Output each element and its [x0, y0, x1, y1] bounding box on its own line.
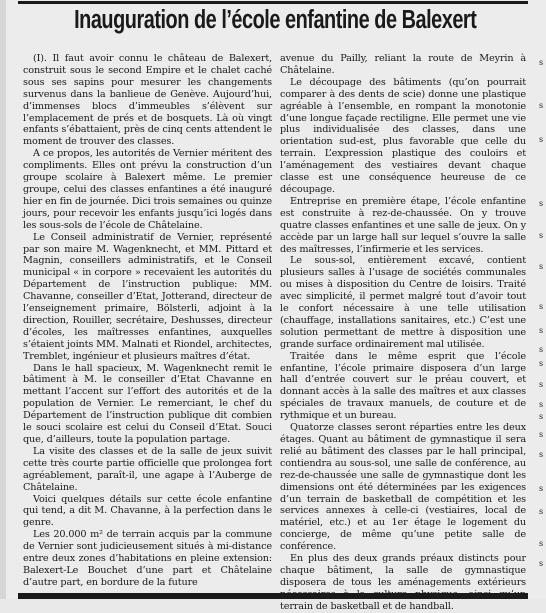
paragraph: A ce propos, les autorités de Vernier méritent des compliments. Elles ont prévu la construction d’un groupe scolaire à Balexert même. Le premier groupe, celui des classes enfantines a été inauguré hier en fin de journée. Dici trois semaines ou quinze jours, pour recevoir les enfants jusqu’ici logés dans les sous-sols de l’école de Châtelaine. [23, 148, 272, 231]
paragraph: Voici quelques détails sur cette école enfantine qui tend, a dit M. Chavanne, à la perfection dans le genre. [23, 493, 272, 529]
margin-letter: s [539, 135, 544, 144]
margin-letter: s [539, 302, 544, 311]
paragraph: (I). Il faut avoir connu le château de Balexert, construit sous le second Empire et le chalet caché sous ses sapins pour mesurer les changements survenus dans la banlieue de Genève. Aujourd’hui, d’immenses blocs d’immeubles s’élèvent sur l’emplacement de prés et de bosquets. Là où vingt enfants s’ébattaient, près de cinq cents attendent le moment de trouver des classes. [23, 53, 272, 148]
article-column-right [280, 53, 526, 613]
paragraph: Entreprise en première étape, l’école enfantine est construite à rez-de-chaussée. On y trouve quatre classes enfantines et une salle de jeux. On y accède par un large hall sur lequel s’ouvre la salle des maîtresses, l’infirmerie et les services. [280, 195, 526, 255]
paragraph: Traitée dans le même esprit que l’école enfantine, l’école primaire disposera d’un large hall d’entrée couvert sur le préau couvert, et donnant accès à la salle des maîtres et aux classes spéciales de travaux manuels, de couture et de rythmique et un bureau. [280, 350, 526, 422]
margin-letter: s [539, 58, 544, 67]
margin-letter: s [539, 231, 544, 240]
paragraph: Quatorze classes seront réparties entre les deux étages. Quant au bâtiment de gymnastique il sera relié au bâtiment des classes par le hall principal, contiendra au sous-sol, une salle de conférence, au rez-de-chaussée une salle de gymnastique dont les dimensions ont été déterminées par les exigences d’un terrain de basketball de compétition et les services annexes à celle-ci (vestiaires, local de matériel, etc.) et au 1er étage le logement du concierge, de même qu’une petite salle de conférence. [280, 422, 526, 553]
margin-letter: s [539, 484, 544, 493]
article-headline: Inauguration de l’école enfantine de Balexert [74, 6, 477, 34]
article-column-left [23, 53, 272, 589]
margin-letter: s [539, 326, 544, 335]
margin-letter: s [539, 400, 544, 409]
paragraph: Le sous-sol, entièrement excavé, contient plusieurs salles à l’usage de sociétés communales ou mises à disposition du Centre de loisirs. Traité avec simplicité, il permet malgré tout d’avoir tout le confort nécessaire à une telle utilisation (chauffage, installations sanitaires, etc.) C’est une solution permettant de mettre à disposition une grande surface ordinairement mal utilisée. [280, 255, 526, 350]
margin-letter: s [539, 507, 544, 516]
paragraph: Dans le hall spacieux, M. Wagenknecht remit le bâtiment à M. le conseiller d’Etat Chavanne en mettant l’accent sur l’effort des autorités et de la population de Vernier. Le remerciant, le chef du Département de l’instruction publique dit combien le souci scolaire est celui du Conseil d’Etat. Souci que, d’ailleurs, toute la population partage. [23, 362, 272, 445]
margin-letter: s [539, 262, 544, 271]
margin-letter: s [539, 559, 544, 568]
margin-letter: s [539, 101, 544, 110]
margin-letter: s [539, 345, 544, 354]
paragraph: Le Conseil administratif de Vernier, représenté par son maire M. Wagenknecht, et MM. Pittard et Magnin, conseillers administratifs, et le Conseil municipal « in corpore » recevaient les autorités du Département de l’instruction publique: MM. Chavanne, conseiller d’Etat, Jotterand, directeur de l’enseignement primaire, Bölsterli, adjoint à la direction, Rouiller, secrétaire, Deshusses, directeur d’écoles, les maîtresses enfantines, auxquelles s’étaient joints MM. Malnati et Riondel, architectes, Tremblet, ingénieur et plusieurs maîtres d’état. [23, 231, 272, 362]
paragraph: La visite des classes et de la salle de jeux suivit cette très courte partie officielle que prolongea fort agréablement, paraît-il, une agape à l’Auberge de Châtelaine. [23, 445, 272, 493]
margin-letter: s [539, 359, 544, 368]
paragraph: Le découpage des bâtiments (qu’on pourrait comparer à des dents de scie) donne une plastique agréable à l’ensemble, en rompant la monotonie d’une longue façade rectiligne. Elle permet une vie plus individualisée des classes, dans une orientation sud-est, plus favorable que celle du terrain. L’expression plastique des couloirs et l’aménagement des vestiaires devant chaque classe est une conséquence heureuse de ce découpage. [280, 76, 526, 195]
margin-letter: s [539, 199, 544, 208]
paragraph: avenue du Pailly, reliant la route de Meyrin à Châtelaine. [280, 53, 526, 76]
paragraph: En plus des deux grands préaux distincts pour chaque bâtiment, la salle de gymnastique disposera de tous les aménagements extérieurs terrain de basketball et de handball. [280, 553, 526, 612]
margin-letter: s [539, 412, 544, 421]
bottom-rule [18, 593, 528, 599]
paragraph: Les 20.000 m² de terrain acquis par la commune de Vernier sont judicieusement situés à mi-distance entre deux zones d’habitations en pleine extension: Balexert-Le Bouchet d’une part et Châtelaine d’autre part, en bordure de la future [23, 529, 272, 588]
top-rule [18, 1, 528, 4]
page-edge-shadow [0, 0, 6, 599]
margin-letter: s [539, 430, 544, 439]
margin-letter: s [539, 380, 544, 389]
margin-letter: s [539, 539, 544, 548]
margin-letter: s [539, 450, 544, 459]
